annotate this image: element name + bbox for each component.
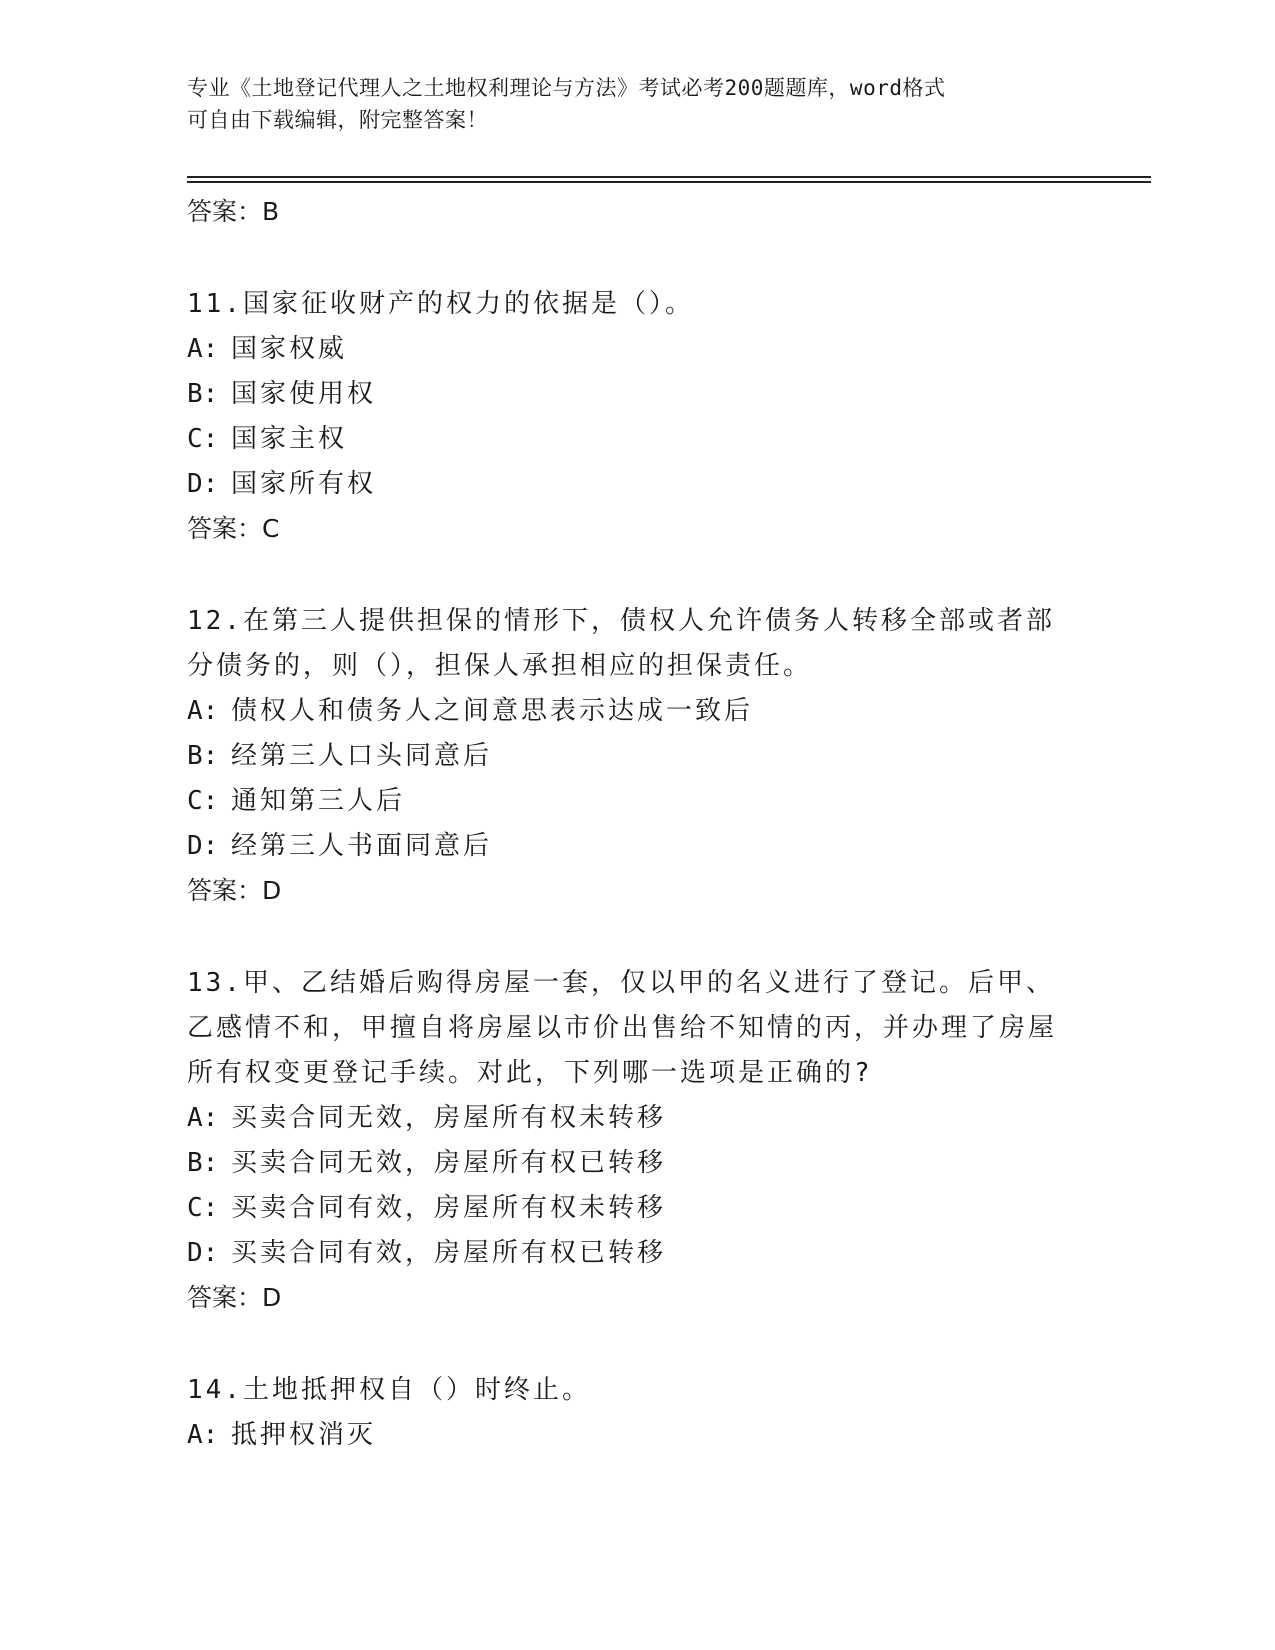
option-text: 国家所有权 (231, 469, 377, 499)
option-b (187, 1141, 1117, 1186)
question-gap (187, 234, 1117, 282)
question-text: 13.甲、乙结婚后购得房屋一套，仅以甲的名义进行了登记。后甲、乙感情不和，甲擅自将房屋以市价出售给不知情的丙，并办理了房屋所有权变更登记手续。对此，下列哪一选项是正确的? (187, 968, 1058, 1088)
option-letter: A: (187, 696, 219, 726)
option-d (187, 1231, 1117, 1276)
answer-label: 答案：B (187, 197, 280, 226)
option-text: 国家权威 (231, 334, 348, 364)
option-text: 债权人和债务人之间意思表示达成一致后 (231, 696, 754, 726)
option-text: 买卖合同有效，房屋所有权已转移 (231, 1238, 667, 1268)
option-b (187, 734, 1117, 779)
answer-label: 答案：D (187, 876, 282, 905)
answer-label: 答案：D (187, 1283, 282, 1312)
question-12 (187, 599, 1117, 913)
question-13 (187, 961, 1117, 1320)
question-gap (187, 551, 1117, 599)
option-text: 国家主权 (231, 424, 348, 454)
option-b (187, 372, 1117, 417)
option-text: 经第三人书面同意后 (231, 831, 493, 861)
option-text: 买卖合同有效，房屋所有权未转移 (231, 1193, 667, 1223)
option-letter: B: (187, 379, 219, 409)
option-letter: D: (187, 469, 219, 499)
question-text: 11.国家征收财产的权力的依据是（）。 (187, 289, 694, 319)
option-d (187, 824, 1117, 869)
question-list (187, 190, 1117, 1458)
option-letter: D: (187, 1238, 219, 1268)
option-letter: A: (187, 334, 219, 364)
option-c (187, 1186, 1117, 1231)
option-letter: C: (187, 786, 219, 816)
option-a (187, 327, 1117, 372)
option-letter: B: (187, 741, 219, 771)
option-text: 抵押权消灭 (231, 1420, 377, 1450)
option-letter: A: (187, 1420, 219, 1450)
option-text: 买卖合同无效，房屋所有权已转移 (231, 1148, 667, 1178)
option-letter: C: (187, 424, 219, 454)
question-14 (187, 1368, 1117, 1458)
option-letter: A: (187, 1103, 219, 1133)
question-11 (187, 282, 1117, 551)
option-text: 买卖合同无效，房屋所有权未转移 (231, 1103, 667, 1133)
question-text: 14.土地抵押权自（）时终止。 (187, 1375, 591, 1405)
option-c (187, 417, 1117, 462)
header-title-line-2: 可自由下载编辑，附完整答案！ (187, 108, 488, 132)
header-divider-bottom (187, 181, 1151, 183)
answer-label: 答案：C (187, 514, 280, 543)
option-a (187, 1096, 1117, 1141)
option-letter: C: (187, 1193, 219, 1223)
option-a (187, 1413, 1117, 1458)
header-divider-top (187, 176, 1151, 178)
option-c (187, 779, 1117, 824)
option-letter: B: (187, 1148, 219, 1178)
option-letter: D: (187, 831, 219, 861)
header-title-line-1: 专业《土地登记代理人之土地权利理论与方法》考试必考200题题库，word格式 (187, 76, 946, 100)
option-text: 国家使用权 (231, 379, 377, 409)
option-d (187, 462, 1117, 507)
option-text: 通知第三人后 (231, 786, 406, 816)
question-gap (187, 913, 1117, 961)
option-a (187, 689, 1117, 734)
question-text: 12.在第三人提供担保的情形下，债权人允许债务人转移全部或者部分债务的，则（），担保人承担相应的担保责任。 (187, 606, 1055, 681)
option-text: 经第三人口头同意后 (231, 741, 493, 771)
document-header (187, 72, 1067, 136)
question-gap (187, 1320, 1117, 1368)
